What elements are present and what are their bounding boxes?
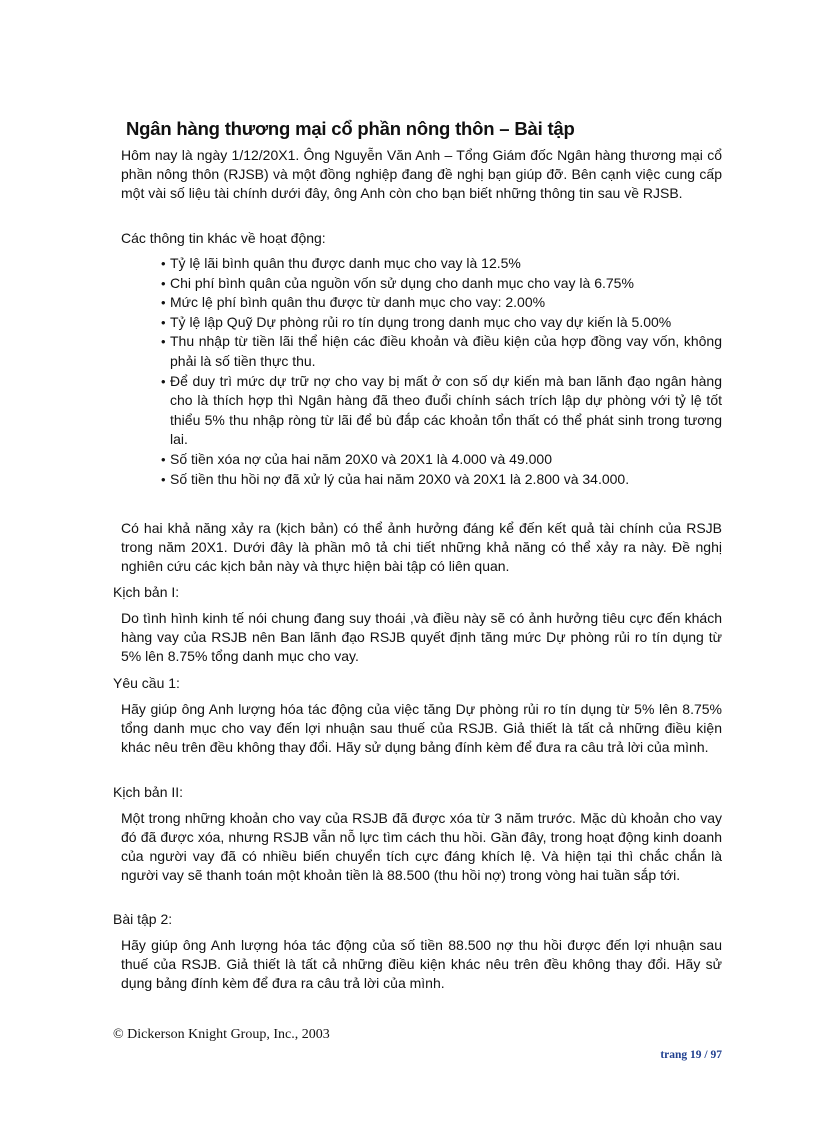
list-item: • Tỷ lệ lãi bình quân thu được danh mục cho vay là 12.5% — [161, 254, 722, 274]
page-title: Ngân hàng thương mại cổ phần nông thôn – Bài tập — [126, 118, 575, 139]
list-item: • Tỷ lệ lập Quỹ Dự phòng rủi ro tín dụng trong danh mục cho vay dự kiến là 5.00% — [161, 313, 722, 333]
page-number: trang 19 / 97 — [660, 1049, 722, 1061]
intro-paragraph: Hôm nay là ngày 1/12/20X1. Ông Nguyễn Văn Anh – Tổng Giám đốc Ngân hàng thương mại cổ phần nông thôn (RJSB) và một đồng nghiệp đang đề nghị bạn giúp đỡ. Bên cạnh việc cung cấp một vài số liệu tài chính dưới đây, ông Anh còn cho bạn biết những thông tin sau về RJSB. — [121, 147, 722, 201]
info-bullet-list — [161, 254, 722, 489]
scenario-1-paragraph: Do tình hình kinh tế nói chung đang suy thoái ,và điều này sẽ có ảnh hưởng tiêu cực đến khách hàng vay của RSJB nên Ban lãnh đạo RSJB quyết định tăng mức Dự phòng rủi ro tín dụng từ 5% lên 8.75% tổng danh mục cho vay. — [121, 610, 722, 664]
requirement-1-label: Yêu cầu 1: — [113, 675, 180, 691]
list-item: • Chi phí bình quân của nguồn vốn sử dụng cho danh mục cho vay là 6.75% — [161, 274, 722, 294]
bullet-icon: • — [161, 295, 166, 311]
list-item: • Số tiền xóa nợ của hai năm 20X0 và 20X1 là 4.000 và 49.000 — [161, 450, 722, 470]
exercise-2-paragraph: Hãy giúp ông Anh lượng hóa tác động của số tiền 88.500 nợ thu hồi được đến lợi nhuận sau thuế của RSJB. Giả thiết là tất cả những điều kiện khác nêu trên đều không thay đổi. Hãy sử dụng bảng đính kèm để đưa ra câu trả lời của mình. — [121, 937, 722, 991]
list-item: • Mức lệ phí bình quân thu được từ danh mục cho vay: 2.00% — [161, 293, 722, 313]
other-info-label: Các thông tin khác về hoạt động: — [121, 230, 326, 246]
scenario-2-paragraph: Một trong những khoản cho vay của RSJB đã được xóa từ 3 năm trước. Mặc dù khoản cho vay đó đã được xóa, nhưng RSJB vẫn nỗ lực tìm cách thu hồi. Gần đây, trong hoạt động kinh doanh của người vay đã có nhiều biến chuyển tích cực đáng khích lệ. Và hiện tại thì chắc chắn là người vay sẽ thanh toán một khoản tiền là 88.500 (thu hồi nợ) trong vòng hai tuần sắp tới. — [121, 810, 722, 883]
bullet-icon: • — [161, 334, 166, 350]
bullet-icon: • — [161, 373, 166, 389]
bullet-icon: • — [161, 256, 166, 271]
list-item: • Để duy trì mức dự trữ nợ cho vay bị mất ở con số dự kiến mà ban lãnh đạo ngân hàng cho là thích hợp thì Ngân hàng đã theo đuổi chính sách trích lập dự phòng với tỷ lệ tốt thiểu 5% thu nhập ròng từ lãi để bù đắp các khoản tổn thất có thể phát sinh trong tương lai. — [161, 372, 722, 450]
scenario-2-label: Kịch bản II: — [113, 784, 184, 800]
list-item: • Số tiền thu hồi nợ đã xử lý của hai năm 20X0 và 20X1 là 2.800 và 34.000. — [161, 470, 722, 490]
requirement-1-paragraph: Hãy giúp ông Anh lượng hóa tác động của việc tăng Dự phòng rủi ro tín dụng từ 5% lên 8.75% tổng danh mục cho vay đến lợi nhuận sau thuế của RSJB. Giả thiết là tất cả những điều kiện khác nêu trên đều không thay đổi. Hãy sử dụng bảng đính kèm để đưa ra câu trả lời của mình. — [121, 701, 722, 755]
bullet-icon: • — [161, 314, 166, 330]
bullet-icon: • — [161, 451, 166, 467]
scenario-intro-paragraph: Có hai khả năng xảy ra (kịch bản) có thể ảnh hưởng đáng kể đến kết quả tài chính của RSJB trong năm 20X1. Dưới đây là phần mô tả chi tiết những khả năng có thể xảy ra này. Đề nghị nghiên cứu các kịch bản này và thực hiện bài tập có liên quan. — [121, 520, 722, 574]
exercise-2-label: Bài tập 2: — [113, 911, 173, 927]
list-item: • Thu nhập từ tiền lãi thể hiện các điều khoản và điều kiện của hợp đồng vay vốn, không phải là số tiền thực thu. — [161, 332, 722, 371]
scenario-1-label: Kịch bản I: — [113, 584, 180, 600]
copyright-footer: © Dickerson Knight Group, Inc., 2003 — [113, 1027, 330, 1042]
bullet-icon: • — [161, 471, 166, 487]
bullet-icon: • — [161, 275, 166, 291]
